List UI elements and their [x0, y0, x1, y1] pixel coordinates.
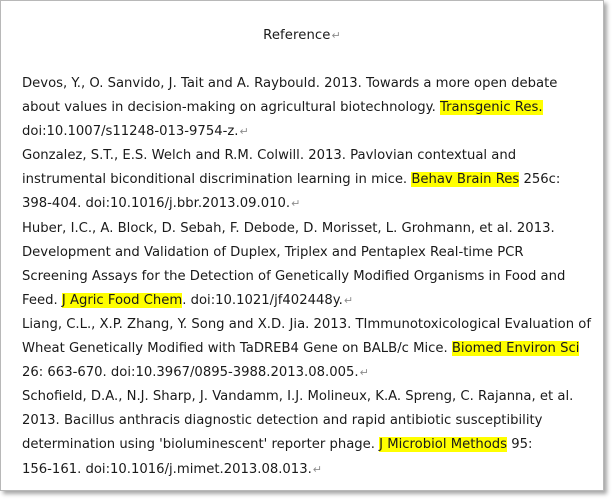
reference-line [22, 96, 582, 120]
reference-entry [22, 72, 582, 144]
paragraph-mark-icon: ↵ [291, 197, 301, 211]
reference-text: Screening Assays for the Detection of Genetically Modified Organisms in Food and [22, 268, 566, 284]
journal-name-highlight: Behav Brain Res [411, 172, 520, 188]
reference-line [22, 168, 582, 192]
reference-line [22, 337, 582, 361]
reference-line [22, 192, 582, 216]
reference-entry [22, 313, 591, 385]
reference-text: determination using 'bioluminescent' reporter phage. [22, 437, 380, 453]
reference-text: about values in decision-making on agricultural biotechnology. [22, 100, 440, 116]
reference-entry [22, 385, 582, 481]
reference-text: 256c: [519, 172, 561, 188]
reference-text: doi:10.1007/s11248-013-9754-z. [22, 124, 239, 140]
journal-name-highlight: Biomed Environ Sci [451, 341, 580, 357]
reference-line [22, 120, 582, 144]
reference-line [22, 409, 582, 433]
paragraph-mark-icon: ↵ [359, 366, 369, 380]
reference-entry [22, 144, 582, 216]
reference-line [22, 241, 582, 265]
reference-line [22, 72, 582, 96]
reference-text: Huber, I.C., A. Block, D. Sebah, F. Debode, D. Morisset, L. Grohmann, et al. 2013. [22, 220, 555, 236]
journal-name-highlight: J Agric Food Chem [61, 292, 183, 308]
reference-text: 26: 663-670. doi:10.3967/0895-3988.2013.08.005. [22, 365, 359, 381]
reference-line [22, 385, 582, 409]
reference-text: instrumental biconditional discrimination learning in mice. [22, 172, 412, 188]
paragraph-mark-icon: ↵ [343, 293, 354, 307]
reference-line [22, 361, 582, 385]
paragraph-mark-icon: ↵ [239, 125, 249, 139]
reference-text: Development and Validation of Duplex, Triplex and Pentaplex Real-time PCR [22, 244, 524, 260]
reference-text: . doi:10.1021/jf402448y. [182, 292, 343, 308]
reference-text: Wheat Genetically Modified with TaDREB4 Gene on BALB/c Mice. [22, 341, 452, 357]
reference-text: Devos, Y., O. Sanvido, J. Tait and A. Raybould. 2013. Towards a more open debate [22, 76, 558, 91]
journal-name-highlight: Transgenic Res. [439, 100, 543, 116]
heading-text: Reference [263, 28, 331, 43]
reference-line [22, 217, 582, 241]
journal-name-highlight: J Microbiol Methods [379, 437, 508, 453]
reference-line [22, 265, 582, 289]
reference-text: Gonzalez, S.T., E.S. Welch and R.M. Colwill. 2013. Pavlovian contextual and [22, 148, 517, 164]
reference-line [22, 313, 591, 337]
reference-entry [22, 217, 582, 313]
reference-line [22, 458, 582, 482]
paragraph-mark-icon: ↵ [312, 462, 323, 476]
reference-line [22, 144, 582, 168]
reference-text: Feed. [22, 292, 62, 308]
reference-text: 398-404. doi:10.1016/j.bbr.2013.09.010. [22, 196, 291, 212]
reference-line [22, 433, 582, 457]
reference-text: Schofield, D.A., N.J. Sharp, J. Vandamm, I.J. Molineux, K.A. Spreng, C. Rajanna, et al. [22, 389, 574, 405]
reference-list [22, 72, 591, 482]
reference-heading [1, 28, 603, 43]
paragraph-mark-icon: ↵ [331, 29, 341, 42]
reference-text: 2013. Bacillus anthracis diagnostic detection and rapid antibiotic susceptibility [22, 413, 543, 429]
reference-line [22, 289, 582, 313]
reference-text: 156-161. doi:10.1016/j.mimet.2013.08.013. [22, 461, 312, 477]
reference-text: Liang, C.L., X.P. Zhang, Y. Song and X.D. Jia. 2013. TImmunotoxicological Evaluation of [22, 316, 591, 332]
reference-text: 95: [507, 437, 533, 453]
